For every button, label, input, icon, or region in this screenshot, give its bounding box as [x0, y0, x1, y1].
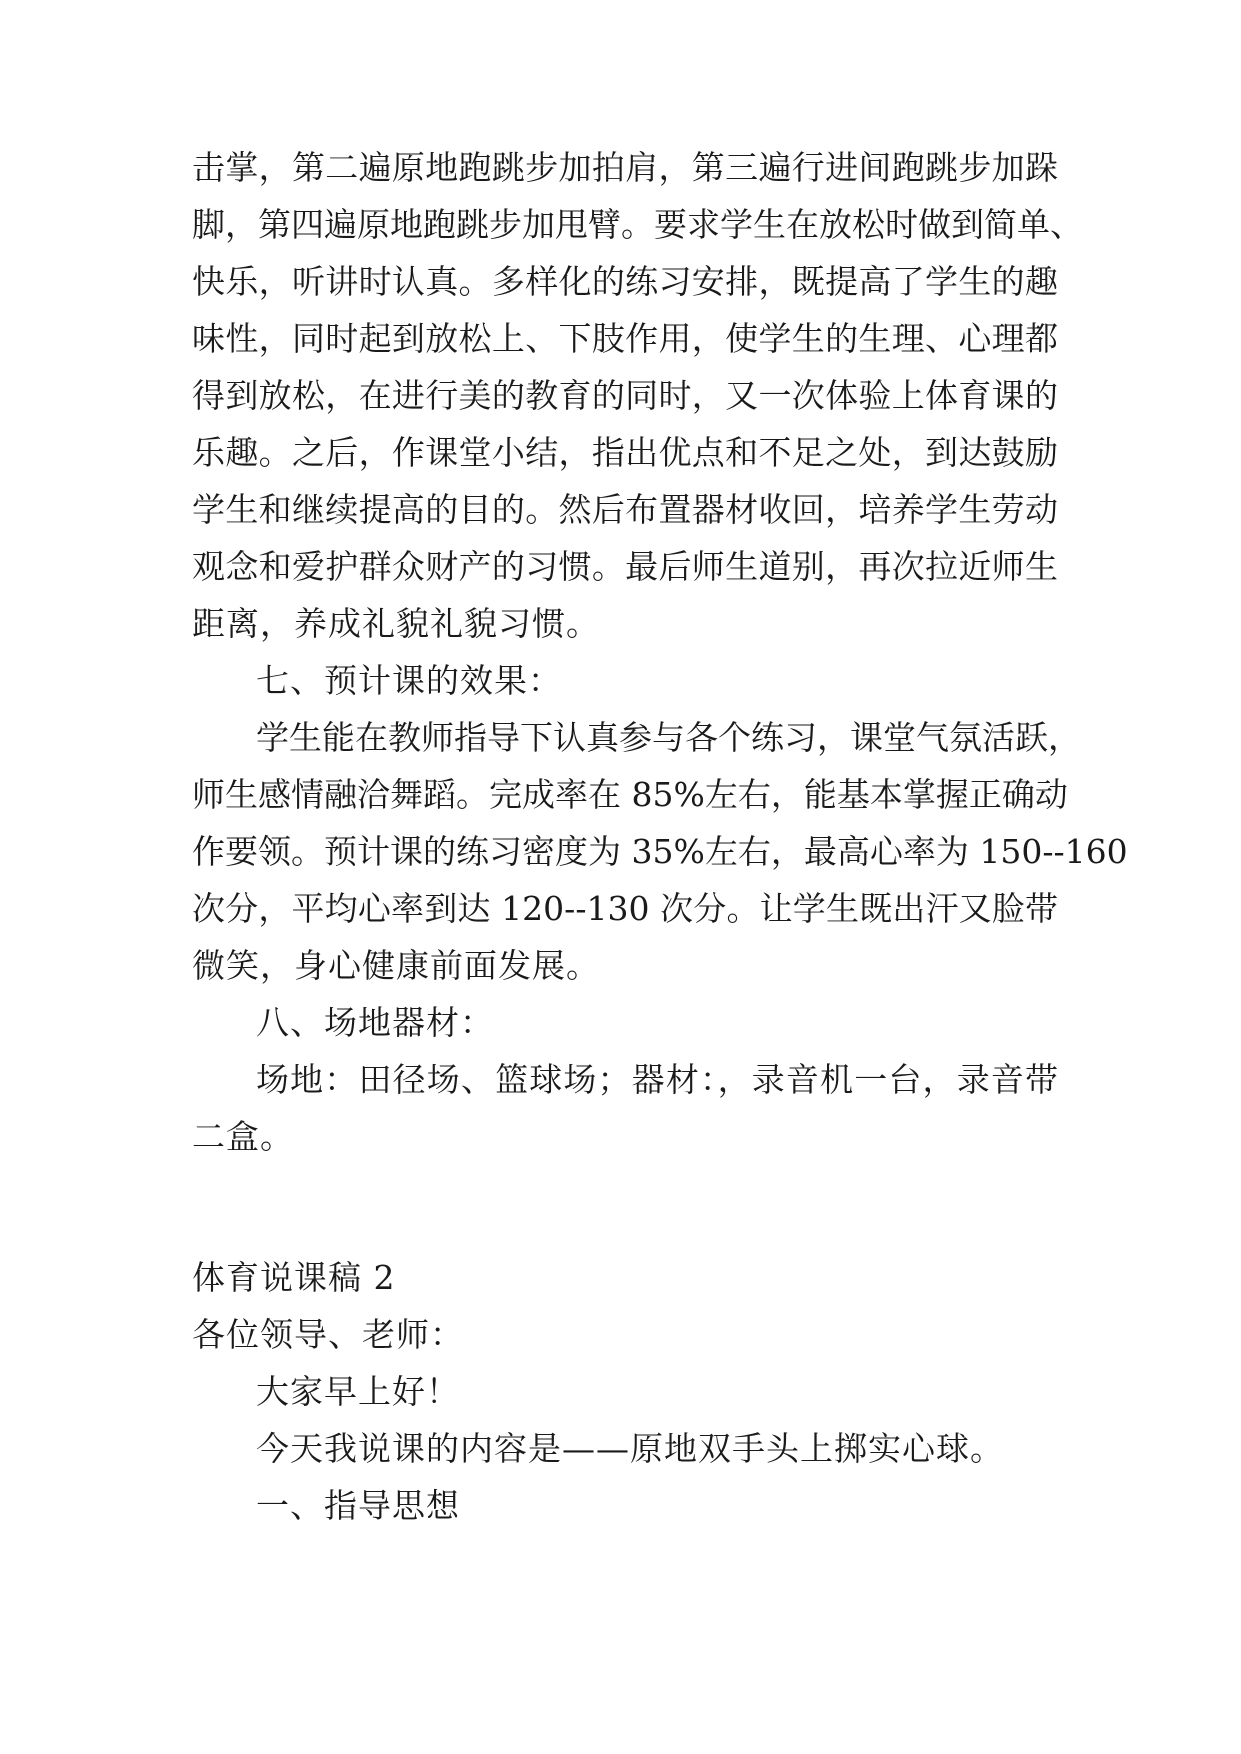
- paragraph-line: 次分，平均心率到达 120--130 次分。让学生既出汗又脸带: [192, 889, 1058, 928]
- paragraph-line: 距离，养成礼貌礼貌习惯。: [192, 604, 600, 643]
- paragraph-line: 学生能在教师指导下认真参与各个练习，课堂气氛活跃，: [256, 718, 1081, 757]
- paragraph-line: 得到放松，在进行美的教育的同时，又一次体验上体育课的: [192, 376, 1058, 415]
- paragraph-line: 快乐，听讲时认真。多样化的练习安排，既提高了学生的趣: [192, 262, 1058, 301]
- paragraph-line: 场地：田径场、篮球场；器材：，录音机一台，录音带: [256, 1060, 1058, 1099]
- section-heading: 七、预计课的效果：: [256, 661, 562, 700]
- paragraph-line: 今天我说课的内容是——原地双手头上掷实心球。: [256, 1429, 1004, 1468]
- section-heading: 八、场地器材：: [256, 1003, 494, 1042]
- paragraph-line: 作要领。预计课的练习密度为 35%左右，最高心率为 150--160: [192, 832, 1128, 871]
- paragraph-line: 击掌，第二遍原地跑跳步加拍肩，第三遍行进间跑跳步加跺: [192, 148, 1058, 187]
- paragraph-line: 二盒。: [192, 1117, 294, 1156]
- paragraph-line: 学生和继续提高的目的。然后布置器材收回，培养学生劳动: [192, 490, 1058, 529]
- paragraph-line: 味性，同时起到放松上、下肢作用，使学生的生理、心理都: [192, 319, 1058, 358]
- greeting-line: 大家早上好！: [256, 1372, 460, 1411]
- paragraph-line: 乐趣。之后，作课堂小结，指出优点和不足之处，到达鼓励: [192, 433, 1058, 472]
- paragraph-line: 微笑，身心健康前面发展。: [192, 946, 600, 985]
- section-heading: 一、指导思想: [256, 1486, 460, 1525]
- greeting-line: 各位领导、老师：: [192, 1315, 464, 1354]
- paragraph-line: 观念和爱护群众财产的习惯。最后师生道别，再次拉近师生: [192, 547, 1058, 586]
- paragraph-line: 脚，第四遍原地跑跳步加甩臂。要求学生在放松时做到简单、: [192, 205, 1083, 244]
- article-title: 体育说课稿 2: [192, 1258, 396, 1297]
- paragraph-line: 师生感情融洽舞蹈。完成率在 85%左右，能基本掌握正确动: [192, 775, 1068, 814]
